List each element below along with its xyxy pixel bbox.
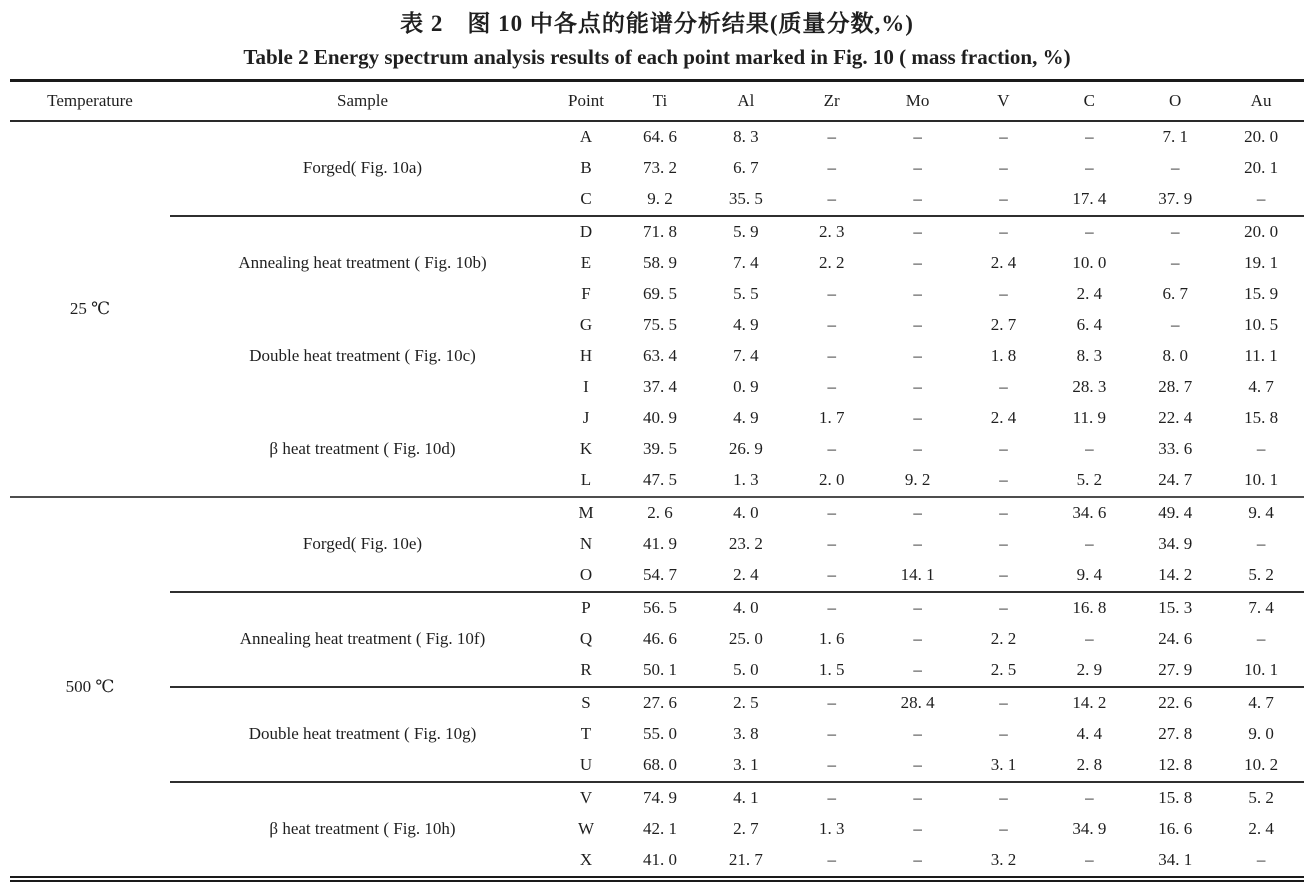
value-cell-au: 4. 7 bbox=[1248, 377, 1274, 397]
value-cell-mo: 28. 4 bbox=[875, 687, 961, 719]
value-cell-v: – bbox=[961, 216, 1047, 248]
value-cell-ti: 68. 0 bbox=[642, 755, 677, 775]
value-cell-zr: – bbox=[827, 724, 836, 744]
value-cell-zr: – bbox=[827, 755, 836, 775]
value-cell-c: 16. 8 bbox=[1046, 592, 1132, 624]
value-cell-mo: – bbox=[913, 408, 922, 428]
value-cell-ti: 47. 5 bbox=[642, 470, 677, 490]
value-cell-al: 4. 1 bbox=[703, 782, 789, 814]
value-cell-zr: – bbox=[827, 439, 836, 459]
value-cell-c: 6. 4 bbox=[1076, 315, 1103, 335]
point-cell: G bbox=[579, 315, 593, 335]
sample-cell: Double heat treatment ( Fig. 10g) bbox=[170, 687, 555, 782]
value-cell-au: 20. 0 bbox=[1244, 127, 1279, 147]
point-cell: F bbox=[581, 284, 591, 304]
value-cell-c: 2. 4 bbox=[1076, 284, 1103, 304]
value-cell-c: 4. 4 bbox=[1076, 724, 1103, 744]
value-cell-o: 37. 9 bbox=[1158, 189, 1193, 209]
value-cell-mo: – bbox=[875, 782, 961, 814]
value-cell-mo: – bbox=[875, 497, 961, 529]
point-cell: J bbox=[582, 408, 590, 428]
point-cell: B bbox=[580, 158, 592, 178]
value-cell-o: 7. 1 bbox=[1162, 127, 1188, 147]
value-cell-c: – bbox=[1046, 782, 1132, 814]
point-cell: X bbox=[579, 850, 593, 870]
value-cell-v: – bbox=[999, 189, 1008, 209]
value-cell-mo: – bbox=[913, 315, 922, 335]
value-cell-v: – bbox=[999, 565, 1008, 585]
sample-cell: β heat treatment ( Fig. 10d) bbox=[269, 439, 456, 459]
value-cell-al: 3. 8 bbox=[733, 724, 759, 744]
value-cell-c: 9. 4 bbox=[1076, 565, 1103, 585]
value-cell-mo: – bbox=[913, 629, 922, 649]
value-cell-ti: 58. 9 bbox=[642, 253, 677, 273]
value-cell-v: – bbox=[961, 782, 1047, 814]
value-cell-al: 35. 5 bbox=[728, 189, 763, 209]
value-cell-zr: – bbox=[789, 592, 875, 624]
point-cell: S bbox=[555, 687, 617, 719]
value-cell-au: 20. 0 bbox=[1218, 216, 1304, 248]
value-cell-mo: – bbox=[913, 439, 922, 459]
value-cell-mo: – bbox=[875, 592, 961, 624]
value-cell-al: 4. 0 bbox=[703, 497, 789, 529]
value-cell-mo: – bbox=[913, 819, 922, 839]
value-cell-v: 1. 8 bbox=[990, 346, 1017, 366]
value-cell-v: 2. 7 bbox=[990, 315, 1017, 335]
value-cell-ti: 42. 1 bbox=[642, 819, 677, 839]
value-cell-c: 2. 8 bbox=[1076, 755, 1103, 775]
value-cell-al: 5. 5 bbox=[733, 284, 759, 304]
value-cell-o: 49. 4 bbox=[1132, 497, 1218, 529]
value-cell-zr: – bbox=[789, 497, 875, 529]
value-cell-c: 28. 3 bbox=[1072, 377, 1107, 397]
table-title-english: Table 2 Energy spectrum analysis results of each point marked in Fig. 10 ( mass fraction, %) bbox=[243, 44, 1071, 69]
point-cell: L bbox=[580, 470, 592, 490]
value-cell-au: – bbox=[1256, 189, 1266, 209]
value-cell-ti: 50. 1 bbox=[642, 660, 677, 680]
sample-cell: β heat treatment ( Fig. 10h) bbox=[170, 782, 555, 879]
value-cell-au: 9. 4 bbox=[1218, 497, 1304, 529]
value-cell-zr: – bbox=[827, 189, 836, 209]
value-cell-o: 6. 7 bbox=[1162, 284, 1188, 304]
value-cell-mo: – bbox=[913, 660, 922, 680]
value-cell-ti: 71. 8 bbox=[617, 216, 703, 248]
point-cell: R bbox=[580, 660, 592, 680]
value-cell-c: 2. 9 bbox=[1076, 660, 1103, 680]
point-cell: M bbox=[555, 497, 617, 529]
table-row bbox=[10, 403, 1304, 434]
value-cell-au: 10. 1 bbox=[1244, 660, 1279, 680]
value-cell-o: 22. 6 bbox=[1132, 687, 1218, 719]
value-cell-zr: – bbox=[827, 127, 836, 147]
table-row bbox=[10, 592, 1304, 624]
value-cell-v: – bbox=[961, 592, 1047, 624]
value-cell-ti: 41. 9 bbox=[642, 534, 677, 554]
value-cell-o: 22. 4 bbox=[1158, 408, 1193, 428]
value-cell-o: 24. 6 bbox=[1158, 629, 1193, 649]
column-header-v: V bbox=[961, 80, 1047, 121]
value-cell-mo: – bbox=[913, 189, 922, 209]
value-cell-al: 2. 5 bbox=[703, 687, 789, 719]
point-cell: O bbox=[579, 565, 593, 585]
value-cell-o: – bbox=[1170, 158, 1180, 178]
point-cell: U bbox=[579, 755, 593, 775]
table-header bbox=[10, 80, 1304, 121]
value-cell-o: – bbox=[1170, 253, 1180, 273]
value-cell-c: 34. 9 bbox=[1072, 819, 1107, 839]
sample-cell: Forged( Fig. 10a) bbox=[302, 158, 423, 178]
value-cell-c: 11. 9 bbox=[1072, 408, 1106, 428]
value-cell-c: – bbox=[1085, 629, 1094, 649]
value-cell-al: 1. 3 bbox=[733, 470, 759, 490]
value-cell-ti: 9. 2 bbox=[647, 189, 673, 209]
value-cell-al: 5. 0 bbox=[733, 660, 759, 680]
value-cell-al: 26. 9 bbox=[728, 439, 763, 459]
value-cell-o: 14. 2 bbox=[1158, 565, 1193, 585]
page bbox=[0, 10, 1314, 895]
value-cell-zr: 1. 5 bbox=[818, 660, 845, 680]
value-cell-zr: – bbox=[827, 346, 836, 366]
column-header-ti: Ti bbox=[617, 80, 703, 121]
value-cell-au: 2. 4 bbox=[1248, 819, 1274, 839]
point-cell: V bbox=[555, 782, 617, 814]
value-cell-zr: – bbox=[827, 284, 836, 304]
value-cell-ti: 39. 5 bbox=[642, 439, 677, 459]
table-row bbox=[10, 497, 1304, 529]
value-cell-o: 16. 6 bbox=[1158, 819, 1193, 839]
value-cell-ti: 63. 4 bbox=[642, 346, 677, 366]
value-cell-o: 33. 6 bbox=[1158, 439, 1193, 459]
value-cell-mo: 9. 2 bbox=[904, 470, 931, 490]
value-cell-ti: 46. 6 bbox=[642, 629, 677, 649]
value-cell-ti: 41. 0 bbox=[642, 850, 677, 870]
value-cell-mo: 14. 1 bbox=[900, 565, 935, 585]
value-cell-al: 23. 2 bbox=[728, 534, 763, 554]
value-cell-v: – bbox=[999, 127, 1008, 147]
table-row bbox=[10, 687, 1304, 719]
value-cell-au: – bbox=[1256, 850, 1266, 870]
table-body bbox=[10, 121, 1304, 879]
point-cell: Q bbox=[579, 629, 593, 649]
table-row bbox=[10, 782, 1304, 814]
column-header-temperature: Temperature bbox=[10, 80, 170, 121]
value-cell-ti: 74. 9 bbox=[617, 782, 703, 814]
value-cell-au: 11. 1 bbox=[1244, 346, 1278, 366]
value-cell-v: 2. 4 bbox=[990, 253, 1017, 273]
point-cell: C bbox=[580, 189, 592, 209]
value-cell-mo: – bbox=[913, 346, 922, 366]
value-cell-zr: – bbox=[827, 565, 836, 585]
value-cell-au: – bbox=[1256, 534, 1266, 554]
value-cell-zr: 2. 3 bbox=[789, 216, 875, 248]
value-cell-au: 19. 1 bbox=[1244, 253, 1279, 273]
value-cell-v: – bbox=[999, 470, 1008, 490]
value-cell-mo: – bbox=[913, 284, 922, 304]
value-cell-c: 10. 0 bbox=[1072, 253, 1107, 273]
point-cell: T bbox=[580, 724, 592, 744]
value-cell-ti: 73. 2 bbox=[642, 158, 677, 178]
column-header-al: Al bbox=[703, 80, 789, 121]
column-header-c: C bbox=[1046, 80, 1132, 121]
temperature-cell: 25 ℃ bbox=[69, 298, 111, 318]
value-cell-zr: – bbox=[789, 782, 875, 814]
value-cell-v: – bbox=[999, 819, 1008, 839]
value-cell-o: 15. 8 bbox=[1132, 782, 1218, 814]
value-cell-al: 21. 7 bbox=[728, 850, 763, 870]
value-cell-v: – bbox=[999, 284, 1008, 304]
value-cell-v: 2. 5 bbox=[990, 660, 1017, 680]
value-cell-ti: 69. 5 bbox=[642, 284, 677, 304]
value-cell-zr: – bbox=[827, 315, 836, 335]
value-cell-o: 34. 1 bbox=[1158, 850, 1193, 870]
value-cell-ti: 40. 9 bbox=[642, 408, 677, 428]
value-cell-zr: – bbox=[827, 158, 836, 178]
table-row bbox=[10, 121, 1304, 153]
value-cell-o: 34. 9 bbox=[1158, 534, 1193, 554]
value-cell-zr: 1. 6 bbox=[818, 629, 845, 649]
value-cell-au: 10. 2 bbox=[1244, 755, 1279, 775]
value-cell-ti: 64. 6 bbox=[642, 127, 677, 147]
value-cell-mo: – bbox=[913, 850, 922, 870]
value-cell-v: – bbox=[961, 687, 1047, 719]
value-cell-v: – bbox=[999, 439, 1008, 459]
value-cell-al: 3. 1 bbox=[733, 755, 759, 775]
value-cell-o: 24. 7 bbox=[1158, 470, 1193, 490]
table-row bbox=[10, 310, 1304, 341]
value-cell-mo: – bbox=[913, 724, 922, 744]
results-table bbox=[10, 79, 1304, 882]
value-cell-c: – bbox=[1046, 216, 1132, 248]
value-cell-al: 2. 4 bbox=[733, 565, 759, 585]
value-cell-o: 12. 8 bbox=[1158, 755, 1193, 775]
column-header-au: Au bbox=[1218, 80, 1304, 121]
value-cell-o: 28. 7 bbox=[1158, 377, 1193, 397]
value-cell-au: 10. 1 bbox=[1244, 470, 1279, 490]
value-cell-v: – bbox=[999, 534, 1008, 554]
value-cell-c: – bbox=[1085, 850, 1094, 870]
value-cell-au: 15. 9 bbox=[1244, 284, 1279, 304]
point-cell: N bbox=[579, 534, 593, 554]
value-cell-zr: – bbox=[789, 687, 875, 719]
value-cell-zr: 2. 0 bbox=[818, 470, 845, 490]
value-cell-v: 3. 1 bbox=[990, 755, 1017, 775]
value-cell-zr: 1. 3 bbox=[818, 819, 845, 839]
value-cell-c: 5. 2 bbox=[1076, 470, 1103, 490]
point-cell: D bbox=[555, 216, 617, 248]
sample-cell: Annealing heat treatment ( Fig. 10f) bbox=[170, 592, 555, 687]
value-cell-al: 2. 7 bbox=[733, 819, 759, 839]
value-cell-ti: 55. 0 bbox=[642, 724, 677, 744]
point-cell: E bbox=[580, 253, 592, 273]
value-cell-o: 27. 8 bbox=[1158, 724, 1193, 744]
value-cell-c: 14. 2 bbox=[1046, 687, 1132, 719]
value-cell-mo: – bbox=[913, 127, 922, 147]
point-cell: W bbox=[577, 819, 595, 839]
table-row bbox=[10, 216, 1304, 248]
value-cell-ti: 54. 7 bbox=[642, 565, 677, 585]
value-cell-ti: 75. 5 bbox=[642, 315, 677, 335]
value-cell-mo: – bbox=[875, 216, 961, 248]
value-cell-o: 15. 3 bbox=[1132, 592, 1218, 624]
value-cell-au: – bbox=[1256, 439, 1266, 459]
sample-cell: Double heat treatment ( Fig. 10c) bbox=[249, 346, 476, 366]
value-cell-zr: – bbox=[827, 534, 836, 554]
value-cell-c: – bbox=[1085, 439, 1094, 459]
column-header-mo: Mo bbox=[875, 80, 961, 121]
value-cell-zr: 1. 7 bbox=[818, 408, 845, 428]
value-cell-al: 7. 4 bbox=[733, 253, 759, 273]
point-cell: P bbox=[555, 592, 617, 624]
value-cell-al: 4. 0 bbox=[703, 592, 789, 624]
value-cell-mo: – bbox=[913, 755, 922, 775]
value-cell-mo: – bbox=[913, 158, 922, 178]
value-cell-v: – bbox=[961, 497, 1047, 529]
value-cell-ti: 56. 5 bbox=[617, 592, 703, 624]
column-header-sample: Sample bbox=[170, 80, 555, 121]
value-cell-v: 2. 2 bbox=[990, 629, 1017, 649]
value-cell-ti: 27. 6 bbox=[617, 687, 703, 719]
value-cell-zr: – bbox=[827, 377, 836, 397]
value-cell-al: 5. 9 bbox=[703, 216, 789, 248]
value-cell-c: 34. 6 bbox=[1046, 497, 1132, 529]
value-cell-ti: 2. 6 bbox=[617, 497, 703, 529]
value-cell-zr: – bbox=[827, 850, 836, 870]
value-cell-au: 7. 4 bbox=[1218, 592, 1304, 624]
value-cell-o: – bbox=[1132, 216, 1218, 248]
value-cell-au: 5. 2 bbox=[1218, 782, 1304, 814]
column-header-o: O bbox=[1132, 80, 1218, 121]
value-cell-c: – bbox=[1085, 127, 1094, 147]
value-cell-c: 17. 4 bbox=[1072, 189, 1107, 209]
point-cell: A bbox=[579, 127, 593, 147]
value-cell-ti: 37. 4 bbox=[642, 377, 677, 397]
header-row bbox=[10, 80, 1304, 121]
value-cell-al: 6. 7 bbox=[733, 158, 759, 178]
value-cell-au: 4. 7 bbox=[1218, 687, 1304, 719]
value-cell-c: 8. 3 bbox=[1076, 346, 1103, 366]
value-cell-v: – bbox=[999, 724, 1008, 744]
value-cell-c: – bbox=[1085, 534, 1094, 554]
value-cell-v: 3. 2 bbox=[990, 850, 1017, 870]
column-header-point: Point bbox=[555, 80, 617, 121]
value-cell-au: 10. 5 bbox=[1244, 315, 1279, 335]
table-title-chinese: 表 2 图 10 中各点的能谱分析结果(质量分数,%) bbox=[400, 11, 914, 36]
value-cell-mo: – bbox=[913, 377, 922, 397]
temperature-cell: 500 ℃ bbox=[10, 497, 170, 879]
value-cell-au: 15. 8 bbox=[1244, 408, 1279, 428]
value-cell-au: 20. 1 bbox=[1244, 158, 1279, 178]
value-cell-al: 7. 4 bbox=[733, 346, 759, 366]
value-cell-au: – bbox=[1256, 629, 1266, 649]
point-cell: H bbox=[579, 346, 593, 366]
value-cell-al: 8. 3 bbox=[733, 127, 759, 147]
value-cell-al: 4. 9 bbox=[733, 408, 759, 428]
value-cell-au: 5. 2 bbox=[1248, 565, 1274, 585]
point-cell: I bbox=[583, 377, 589, 397]
sample-cell: Forged( Fig. 10e) bbox=[170, 497, 555, 592]
value-cell-al: 4. 9 bbox=[733, 315, 759, 335]
value-cell-al: 25. 0 bbox=[728, 629, 763, 649]
value-cell-al: 0. 9 bbox=[733, 377, 759, 397]
value-cell-mo: – bbox=[913, 253, 922, 273]
value-cell-o: 8. 0 bbox=[1162, 346, 1188, 366]
value-cell-c: – bbox=[1085, 158, 1094, 178]
sample-cell: Annealing heat treatment ( Fig. 10b) bbox=[170, 216, 555, 310]
value-cell-zr: 2. 2 bbox=[818, 253, 845, 273]
value-cell-v: – bbox=[999, 377, 1008, 397]
value-cell-o: – bbox=[1170, 315, 1180, 335]
value-cell-v: – bbox=[999, 158, 1008, 178]
value-cell-au: 9. 0 bbox=[1248, 724, 1274, 744]
column-header-zr: Zr bbox=[789, 80, 875, 121]
point-cell: K bbox=[579, 439, 593, 459]
value-cell-v: 2. 4 bbox=[990, 408, 1017, 428]
value-cell-o: 27. 9 bbox=[1158, 660, 1193, 680]
value-cell-mo: – bbox=[913, 534, 922, 554]
